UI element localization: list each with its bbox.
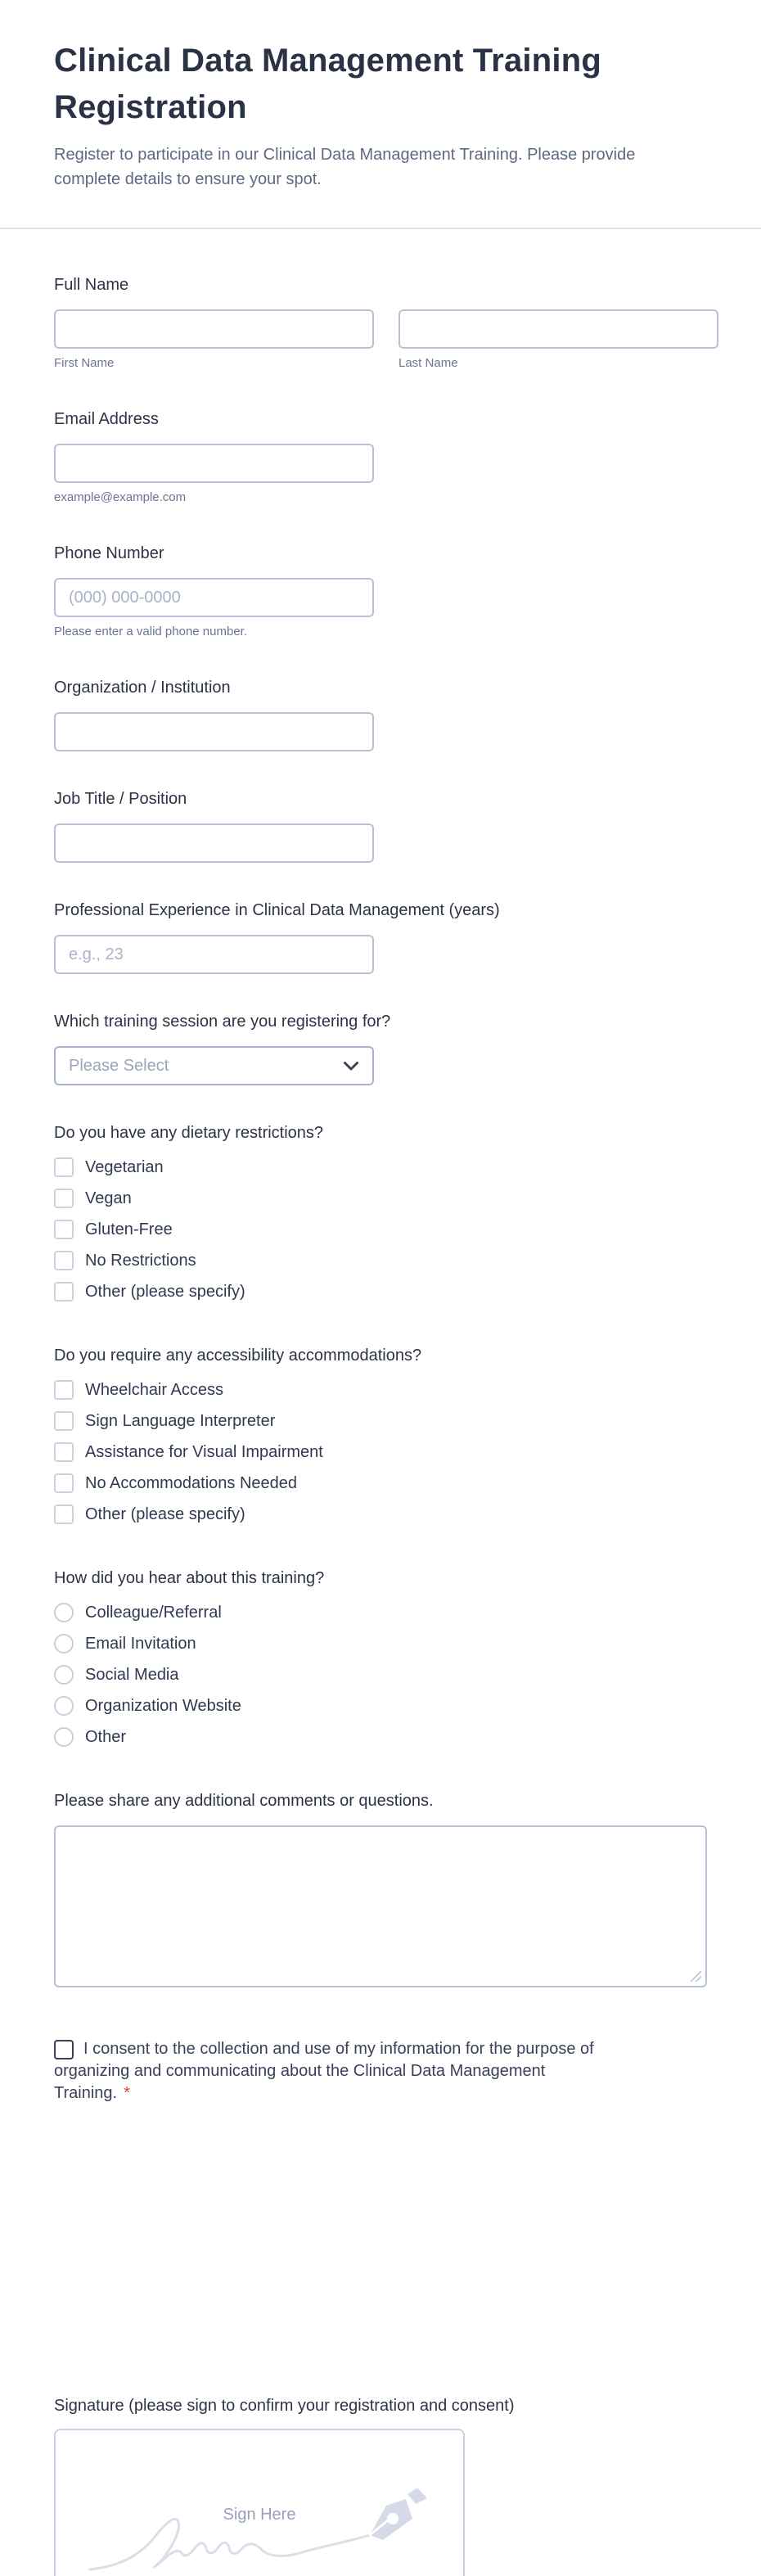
field-organization xyxy=(54,676,707,751)
field-accessibility xyxy=(54,1344,707,1524)
email-invitation-label: Email Invitation xyxy=(85,1635,196,1653)
phone-input[interactable] xyxy=(54,578,374,617)
dietary-label: Do you have any dietary restrictions? xyxy=(54,1124,324,1142)
consent-text-line-2: organizing and communicating about the Clinical Data Management xyxy=(54,2062,546,2080)
field-job-title xyxy=(54,787,707,863)
experience-label: Professional Experience in Clinical Data Management (years) xyxy=(54,901,500,919)
dietary-option-gluten-free xyxy=(54,1220,707,1239)
accessibility-label: Do you require any accessibility accommodations? xyxy=(54,1347,422,1365)
training-session-label: Which training session are you registering for? xyxy=(54,1013,391,1031)
gluten-free-label: Gluten-Free xyxy=(85,1220,173,1238)
colleague-referral-label: Colleague/Referral xyxy=(85,1604,222,1622)
no-restrictions-label: No Restrictions xyxy=(85,1252,196,1270)
phone-sublabel: Please enter a valid phone number. xyxy=(54,625,247,638)
consent-checkbox[interactable] xyxy=(54,2040,74,2059)
field-training-session xyxy=(54,1010,707,1085)
accessibility-other-checkbox[interactable] xyxy=(54,1505,74,1524)
training-session-select[interactable] xyxy=(54,1046,374,1085)
comments-textarea[interactable] xyxy=(54,1825,707,1987)
vegetarian-checkbox[interactable] xyxy=(54,1157,74,1177)
vegan-checkbox[interactable] xyxy=(54,1189,74,1208)
organization-input[interactable] xyxy=(54,712,374,751)
first-name-input[interactable] xyxy=(54,309,374,349)
no-restrictions-checkbox[interactable] xyxy=(54,1251,74,1270)
gluten-free-checkbox[interactable] xyxy=(54,1220,74,1239)
accessibility-option-none xyxy=(54,1473,707,1493)
required-asterisk: * xyxy=(124,2084,130,2102)
signature-label: Signature (please sign to confirm your registration and consent) xyxy=(54,2397,515,2415)
field-email xyxy=(54,408,707,506)
referral-option-website xyxy=(54,1696,707,1716)
email-invitation-radio[interactable] xyxy=(54,1634,74,1653)
field-consent xyxy=(54,2038,676,2105)
accessibility-option-wheelchair xyxy=(54,1380,707,1400)
referral-option-email xyxy=(54,1634,707,1653)
accessibility-option-visual-impairment xyxy=(54,1442,707,1462)
textarea-resize-handle[interactable] xyxy=(691,1971,701,1982)
job-title-input[interactable] xyxy=(54,823,374,863)
dietary-other-label: Other (please specify) xyxy=(85,1283,245,1301)
dietary-other-checkbox[interactable] xyxy=(54,1282,74,1302)
social-media-label: Social Media xyxy=(85,1666,179,1684)
comments-label: Please share any additional comments or questions. xyxy=(54,1792,434,1810)
experience-input[interactable] xyxy=(54,935,374,974)
job-title-label: Job Title / Position xyxy=(54,790,187,808)
field-comments xyxy=(54,1789,707,1987)
referral-option-social xyxy=(54,1665,707,1685)
organization-website-label: Organization Website xyxy=(85,1697,241,1715)
phone-label: Phone Number xyxy=(54,544,164,562)
field-dietary-restrictions xyxy=(54,1121,707,1302)
organization-label: Organization / Institution xyxy=(54,679,231,697)
consent-text-line-3: Training. xyxy=(54,2084,118,2102)
email-input[interactable] xyxy=(54,444,374,483)
organization-website-radio[interactable] xyxy=(54,1696,74,1716)
field-referral-source xyxy=(54,1567,707,1747)
form-title: Clinical Data Management Training Registration xyxy=(54,43,601,125)
full-name-label: Full Name xyxy=(54,276,129,294)
field-experience xyxy=(54,899,707,974)
dietary-option-no-restrictions xyxy=(54,1251,707,1270)
no-accommodations-checkbox[interactable] xyxy=(54,1473,74,1493)
form-header xyxy=(0,0,761,228)
consent-text-line-1: I consent to the collection and use of my information for the purpose of xyxy=(83,2040,594,2058)
field-signature xyxy=(54,2394,707,2576)
dietary-option-other xyxy=(54,1282,707,1302)
field-full-name xyxy=(54,273,707,372)
accessibility-option-sign-language xyxy=(54,1411,707,1431)
accessibility-other-label: Other (please specify) xyxy=(85,1505,245,1523)
no-accommodations-label: No Accommodations Needed xyxy=(85,1474,298,1492)
referral-option-other xyxy=(54,1727,707,1747)
training-session-selected-value: Please Select xyxy=(69,1056,169,1075)
referral-other-radio[interactable] xyxy=(54,1727,74,1747)
colleague-referral-radio[interactable] xyxy=(54,1603,74,1622)
form-subtitle: Register to participate in our Clinical Data Management Training. Please provide complete details to ensure your spot. xyxy=(54,146,636,188)
visual-impairment-label: Assistance for Visual Impairment xyxy=(85,1443,323,1461)
sign-language-checkbox[interactable] xyxy=(54,1411,74,1431)
first-name-sublabel: First Name xyxy=(54,356,115,370)
sign-language-label: Sign Language Interpreter xyxy=(85,1412,276,1430)
dietary-option-vegetarian xyxy=(54,1157,707,1177)
social-media-radio[interactable] xyxy=(54,1665,74,1685)
vegetarian-label: Vegetarian xyxy=(85,1158,164,1176)
dietary-option-vegan xyxy=(54,1189,707,1208)
email-label: Email Address xyxy=(54,410,159,428)
signature-pad[interactable] xyxy=(54,2429,465,2576)
form-body xyxy=(0,229,761,2576)
signature-squiggle-and-pen-icon xyxy=(85,2488,429,2576)
wheelchair-access-checkbox[interactable] xyxy=(54,1380,74,1400)
field-phone xyxy=(54,542,707,640)
last-name-sublabel: Last Name xyxy=(399,356,458,370)
referral-label: How did you hear about this training? xyxy=(54,1569,325,1587)
last-name-input[interactable] xyxy=(399,309,718,349)
vegan-label: Vegan xyxy=(85,1189,132,1207)
accessibility-option-other xyxy=(54,1505,707,1524)
chevron-down-icon xyxy=(343,1061,359,1071)
visual-impairment-checkbox[interactable] xyxy=(54,1442,74,1462)
sign-here-hint: Sign Here xyxy=(223,2506,296,2524)
email-sublabel: example@example.com xyxy=(54,490,187,504)
wheelchair-access-label: Wheelchair Access xyxy=(85,1381,223,1399)
referral-option-colleague xyxy=(54,1603,707,1622)
referral-other-label: Other xyxy=(85,1728,127,1746)
pen-nib-icon xyxy=(370,2488,427,2540)
